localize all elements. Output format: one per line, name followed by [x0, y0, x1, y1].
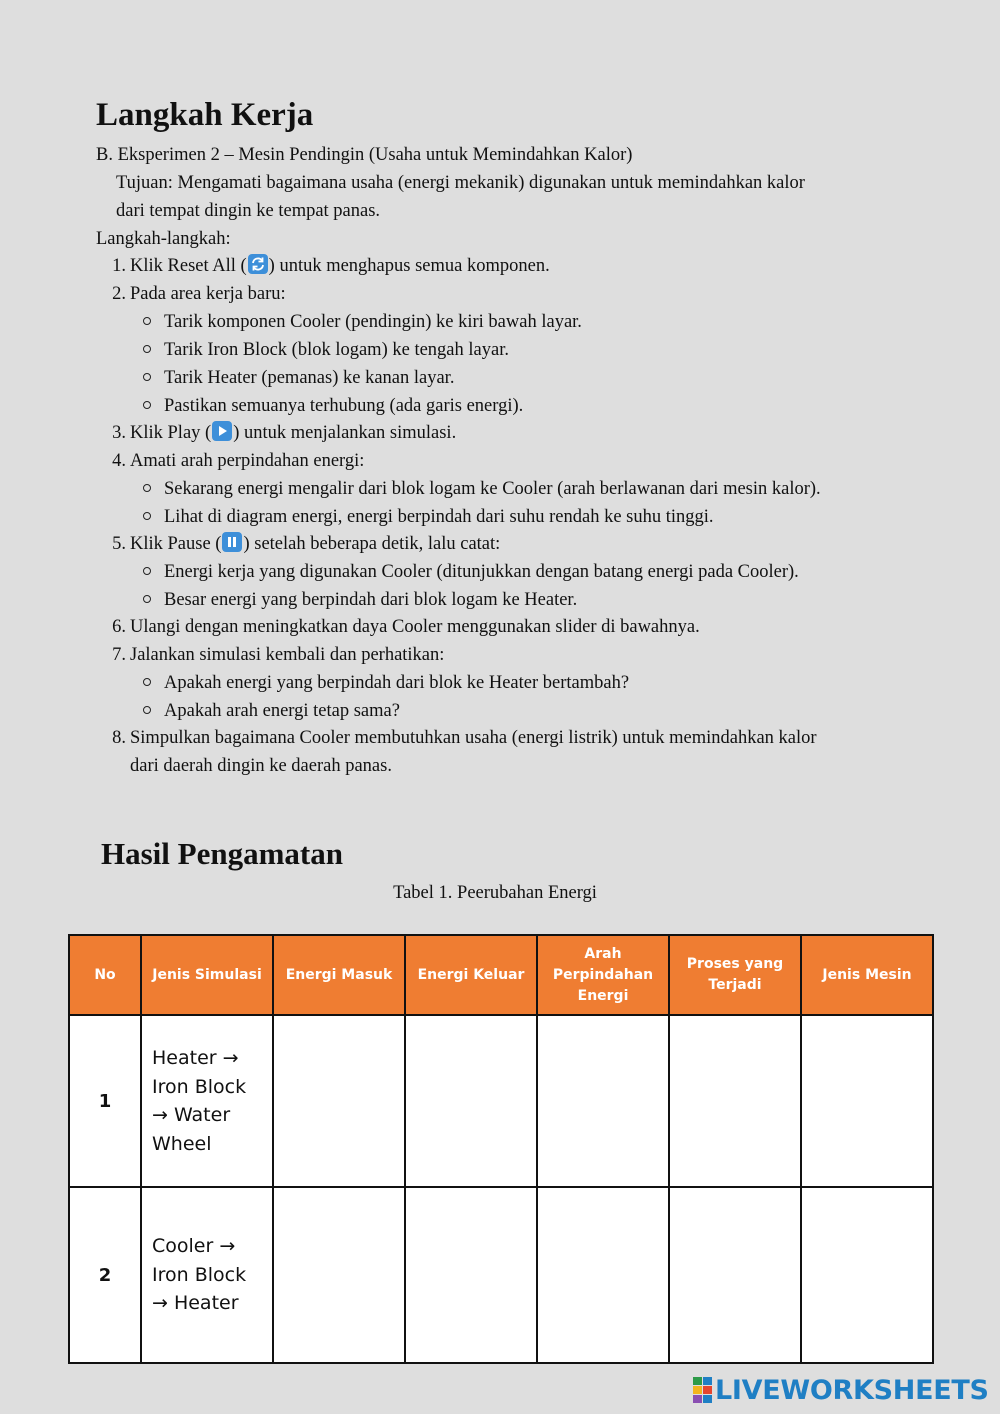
proses-input[interactable] — [669, 1187, 801, 1363]
liveworksheets-logo — [693, 1374, 989, 1406]
step-4-bullet: Sekarang energi mengalir dari blok logam ke Cooler (arah berlawanan dari mesin kalor). — [164, 479, 821, 499]
bullet-icon — [143, 706, 151, 714]
bullet-icon — [143, 567, 151, 575]
bullet-icon — [143, 595, 151, 603]
step-text: ) untuk menghapus semua komponen. — [268, 256, 550, 276]
energi-masuk-input[interactable] — [273, 1187, 405, 1363]
step-number: 3. — [112, 423, 126, 443]
energi-keluar-input[interactable] — [405, 1015, 537, 1187]
bullet-icon — [143, 678, 151, 686]
row-jenis-simulasi: Heater → Iron Block → Water Wheel — [141, 1015, 273, 1187]
energi-keluar-input[interactable] — [405, 1187, 537, 1363]
header-energi-keluar: Energi Keluar — [405, 935, 537, 1015]
header-arah-perpindahan: Arah Perpindahan Energi — [537, 935, 669, 1015]
step-number: 6. — [112, 617, 126, 637]
step-5-bullet: Energi kerja yang digunakan Cooler (ditunjukkan dengan batang energi pada Cooler). — [164, 562, 799, 582]
step-2-bullet: Tarik komponen Cooler (pendingin) ke kiri bawah layar. — [164, 312, 582, 332]
tujuan-line-2: dari tempat dingin ke tempat panas. — [116, 201, 381, 221]
table-caption: Tabel 1. Peerubahan Energi — [393, 883, 597, 903]
step-text: Klik Play ( — [130, 423, 212, 443]
arah-perpindahan-input[interactable] — [537, 1015, 669, 1187]
step-text: Klik Pause ( — [130, 534, 222, 554]
header-no: No — [69, 935, 141, 1015]
row-jenis-simulasi: Cooler → Iron Block → Heater — [141, 1187, 273, 1363]
step-number: 5. — [112, 534, 126, 554]
step-4: Amati arah perpindahan energi: — [130, 451, 365, 471]
step-number: 4. — [112, 451, 126, 471]
tujuan-line-1: Tujuan: Mengamati bagaimana usaha (energi mekanik) digunakan untuk memindahkan kalor — [116, 173, 805, 193]
step-3 — [130, 421, 456, 445]
row-no: 2 — [69, 1187, 141, 1363]
bullet-icon — [143, 512, 151, 520]
energi-masuk-input[interactable] — [273, 1015, 405, 1187]
page-title: Langkah Kerja — [96, 97, 314, 133]
table-row — [69, 1015, 933, 1187]
step-5 — [130, 532, 500, 556]
step-text: ) untuk menjalankan simulasi. — [233, 423, 457, 443]
header-jenis-simulasi: Jenis Simulasi — [141, 935, 273, 1015]
step-6: Ulangi dengan meningkatkan daya Cooler menggunakan slider di bawahnya. — [130, 617, 700, 637]
step-5-bullet: Besar energi yang berpindah dari blok logam ke Heater. — [164, 590, 578, 610]
steps-label: Langkah-langkah: — [96, 229, 231, 249]
jenis-mesin-input[interactable] — [801, 1015, 933, 1187]
experiment-title: B. Eksperimen 2 – Mesin Pendingin (Usaha untuk Memindahkan Kalor) — [96, 145, 633, 165]
table-header-row — [69, 935, 933, 1015]
bullet-icon — [143, 373, 151, 381]
step-2-bullet: Pastikan semuanya terhubung (ada garis energi). — [164, 396, 524, 416]
bullet-icon — [143, 484, 151, 492]
section-title-hasil: Hasil Pengamatan — [101, 836, 343, 871]
play-icon — [212, 421, 232, 441]
jenis-mesin-input[interactable] — [801, 1187, 933, 1363]
bullet-icon — [143, 345, 151, 353]
header-proses: Proses yang Terjadi — [669, 935, 801, 1015]
step-2-bullet: Tarik Iron Block (blok logam) ke tengah layar. — [164, 340, 509, 360]
bullet-icon — [143, 317, 151, 325]
reset-all-icon — [248, 254, 268, 274]
table-row — [69, 1187, 933, 1363]
pause-icon — [222, 532, 242, 552]
step-8-continued: dari daerah dingin ke daerah panas. — [130, 756, 392, 776]
row-no: 1 — [69, 1015, 141, 1187]
step-2: Pada area kerja baru: — [130, 284, 286, 304]
header-energi-masuk: Energi Masuk — [273, 935, 405, 1015]
bullet-icon — [143, 401, 151, 409]
step-number: 1. — [112, 256, 126, 276]
brand-name: LIVEWORKSHEETS — [715, 1374, 989, 1406]
proses-input[interactable] — [669, 1015, 801, 1187]
step-number: 7. — [112, 645, 126, 665]
step-7-bullet: Apakah arah energi tetap sama? — [164, 701, 400, 721]
step-7: Jalankan simulasi kembali dan perhatikan: — [130, 645, 445, 665]
header-jenis-mesin: Jenis Mesin — [801, 935, 933, 1015]
step-text: ) setelah beberapa detik, lalu catat: — [243, 534, 501, 554]
observation-table — [68, 934, 934, 1364]
step-7-bullet: Apakah energi yang berpindah dari blok ke Heater bertambah? — [164, 673, 630, 693]
step-8: Simpulkan bagaimana Cooler membutuhkan usaha (energi listrik) untuk memindahkan kalor — [130, 728, 817, 748]
arah-perpindahan-input[interactable] — [537, 1187, 669, 1363]
step-number: 8. — [112, 728, 126, 748]
step-number: 2. — [112, 284, 126, 304]
step-4-bullet: Lihat di diagram energi, energi berpindah dari suhu rendah ke suhu tinggi. — [164, 507, 714, 527]
step-text: Klik Reset All ( — [130, 256, 247, 276]
step-2-bullet: Tarik Heater (pemanas) ke kanan layar. — [164, 368, 455, 388]
step-1 — [130, 254, 550, 278]
liveworksheets-logo-icon — [693, 1377, 713, 1403]
